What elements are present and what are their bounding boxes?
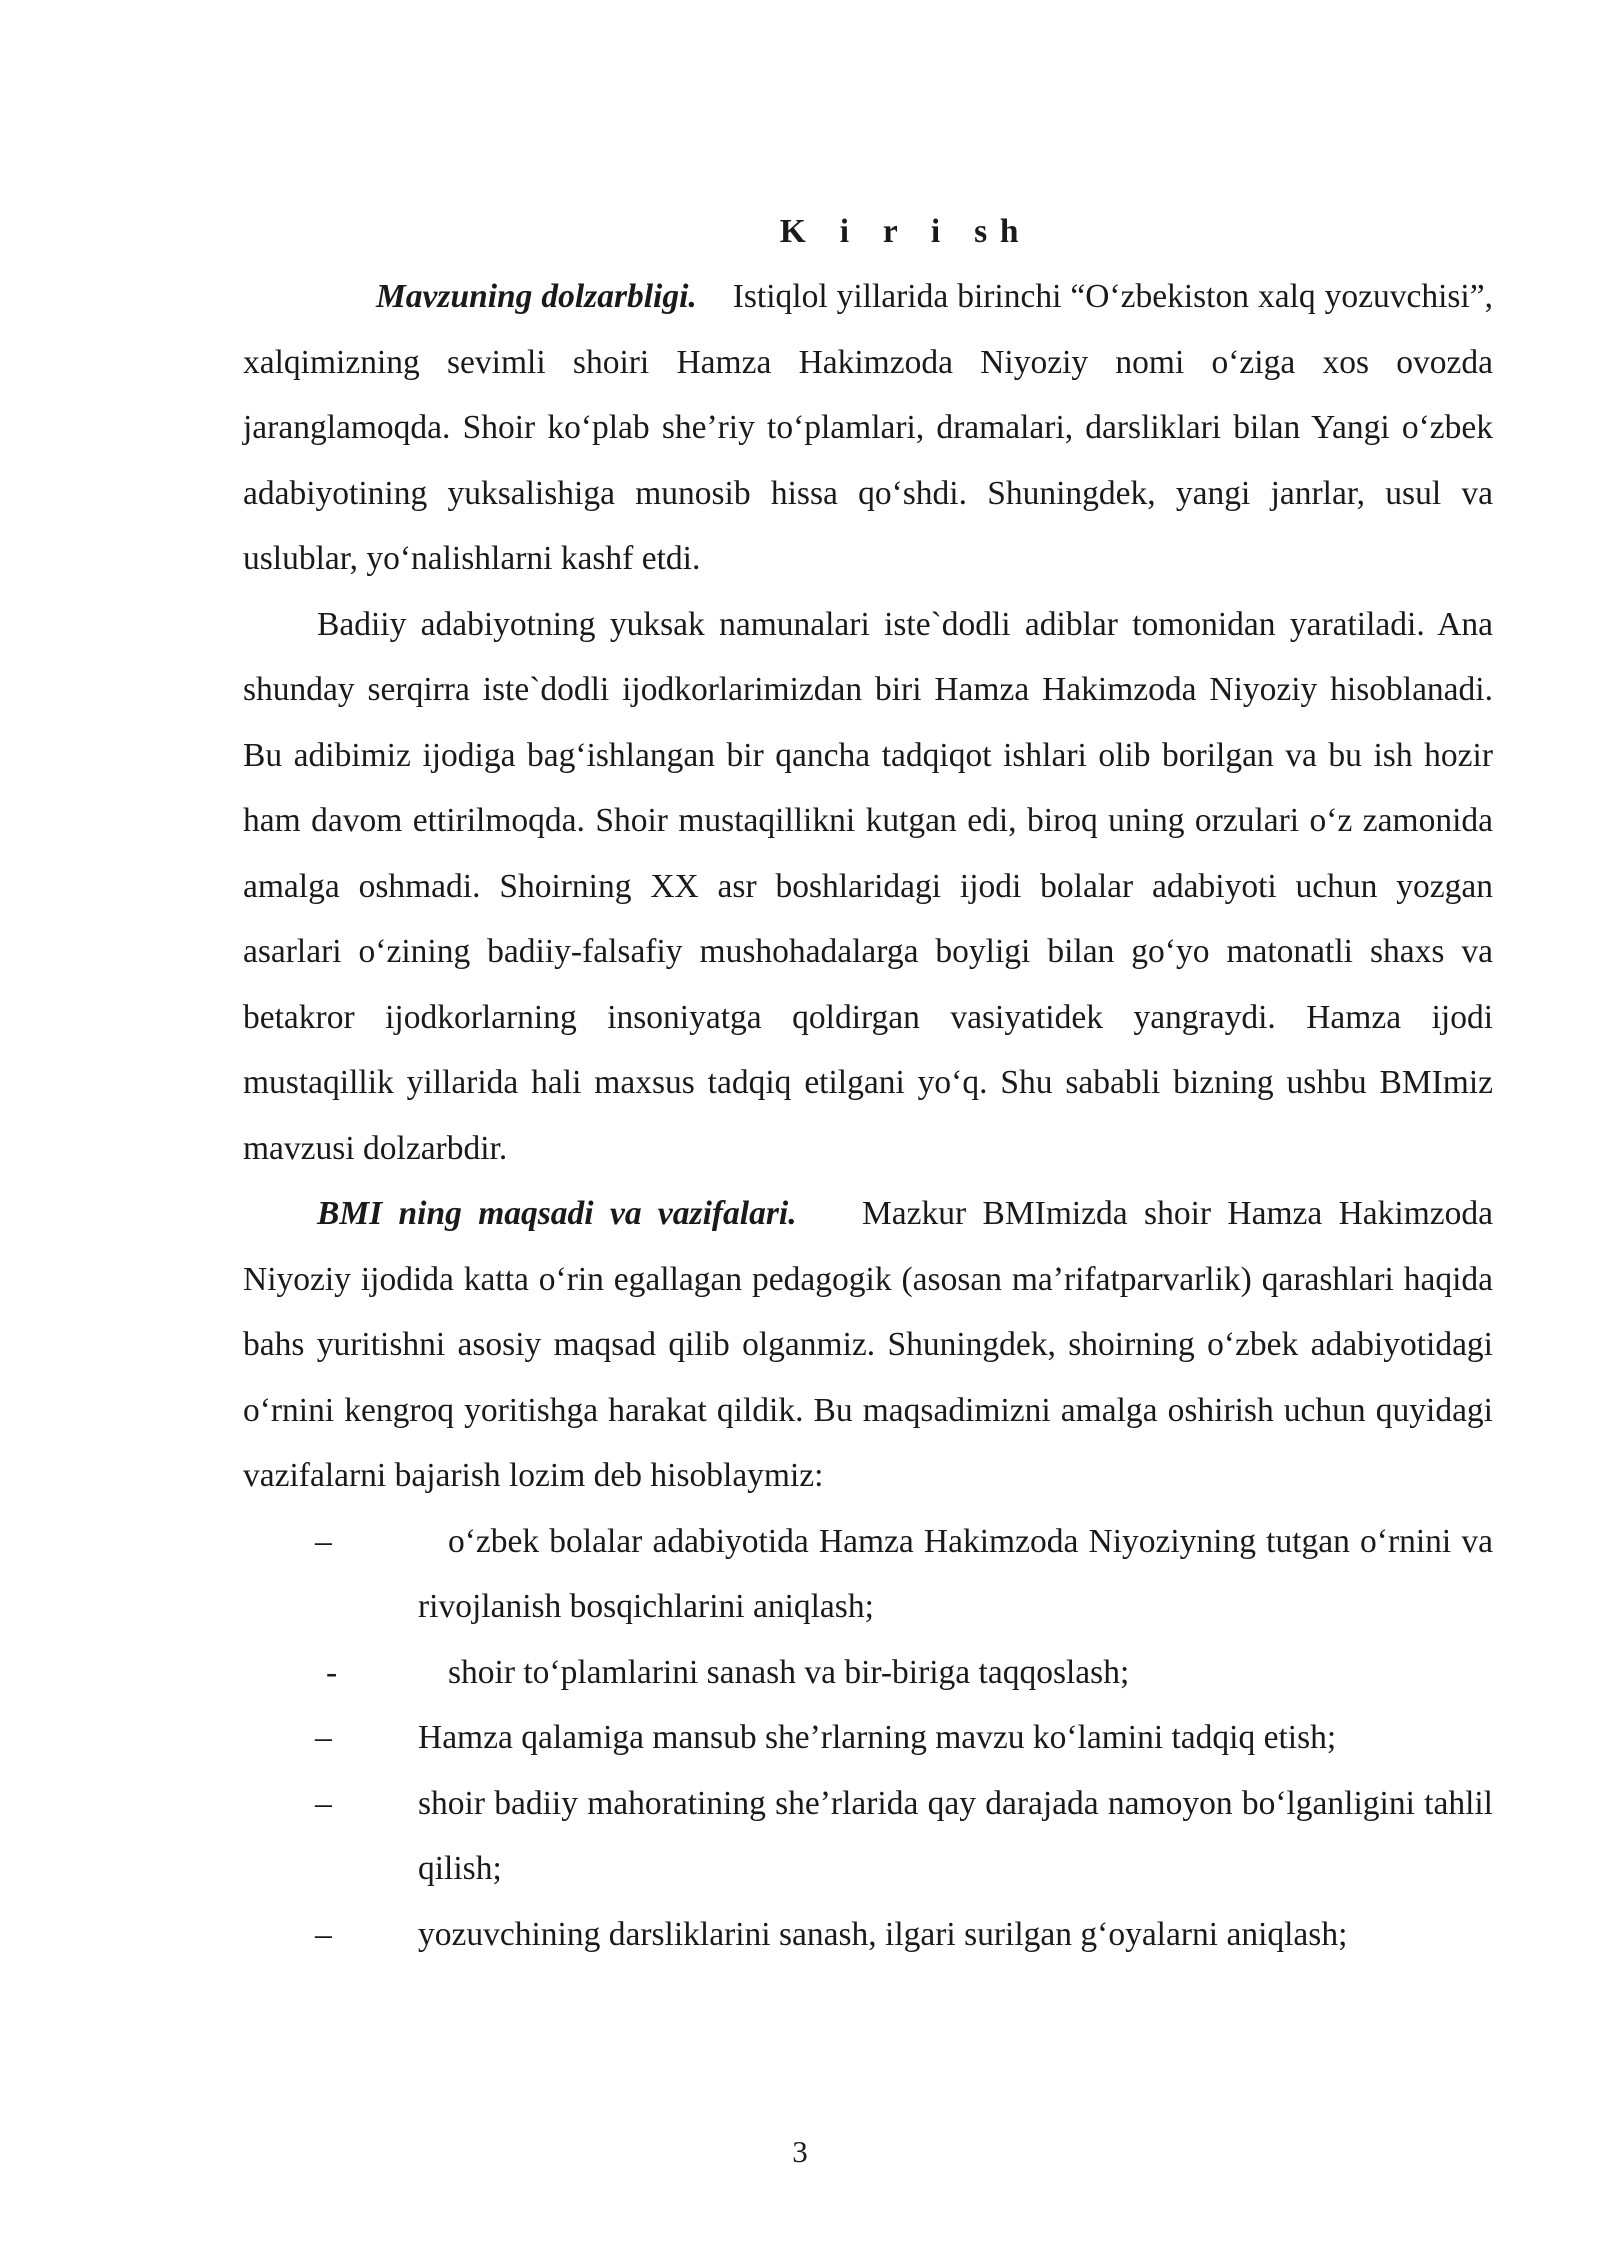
dash-bullet: – bbox=[315, 1522, 332, 1560]
body-paragraph: Badiiy adabiyotning yuksak namunalari iste`dodli adiblar tomonidan yaratiladi. Ana shunday serqirra iste`dodli ijodkorlarimizdan biri Hamza Hakimzoda Niyoziy hisoblanadi. Bu adibimiz ijodiga bagʻishlangan bir qancha tadqiqot ishlari olib borilgan va bu ish hozir ham davom ettirilmoqda. Shoir mustaqillikni kutgan edi, biroq uning orzulari oʻz zamonida amalga oshmadi. Shoirning XX asr boshlaridagi ijodi bolalar adabiyoti uchun yozgan asarlari oʻzining badiiy-falsafiy mushohadalarga boyligi bilan goʻyo matonatli shaxs va betakror ijodkorlarning insoniyatga qoldirgan vasiyatidek yangraydi. Hamza ijodi mustaqillik yillarida hali maxsus tadqiq etilgani yoʻq. Shu sababli bizning ushbu BMImiz mavzusi dolzarbdir. bbox=[243, 605, 1493, 1167]
relevance-paragraph bbox=[243, 264, 1493, 592]
list-item bbox=[243, 1771, 1493, 1902]
dash-bullet: – bbox=[315, 1719, 332, 1756]
relevance-heading: Mavzuning dolzarbligi. bbox=[376, 278, 697, 315]
page-number: 3 bbox=[792, 2134, 808, 2169]
goals-text: Mazkur BMImizda shoir Hamza Hakimzoda Niyoziy ijodida katta oʻrin egallagan pedagogik (asosan maʼrifatparvarlik) qarashlari haqida bahs yuritishni asosiy maqsad qilib olganmiz. Shuningdek, shoirning oʻzbek adabiyotidagi oʻrnini kengroq yoritishga harakat qildik. Bu maqsadimizni amalga oshirish uchun quyidagi vazifalarni bajarish lozim deb hisoblaymiz: bbox=[243, 1195, 1494, 1494]
list-item-text: shoir toʻplamlarini sanash va bir-biriga taqqoslash; bbox=[448, 1653, 1130, 1691]
list-item bbox=[243, 1640, 1493, 1706]
relevance-text: Istiqlol yillarida birinchi “Oʻzbekiston xalq yozuvchisi”, xalqimizning sevimli shoiri Hamza Hakimzoda Niyoziy nomi oʻziga xos ovozda jaranglamoqda. Shoir koʻplab sheʼriy toʻplamlari, dramalari, darsliklari bilan Yangi oʻzbek adabiyotining yuksalishiga munosib hissa qoʻshdi. Shuningdek, yangi janrlar, usul va uslublar, yoʻnalishlarni kashf etdi. bbox=[243, 278, 1493, 577]
goals-heading: BMI ning maqsadi va vazifalari. bbox=[317, 1195, 797, 1232]
list-item bbox=[243, 1705, 1493, 1771]
list-item-text: oʻzbek bolalar adabiyotida Hamza Hakimzoda Niyoziyning tutgan oʻrnini va rivojlanish bosqichlarini aniqlash; bbox=[418, 1522, 1493, 1625]
list-item-text: shoir badiiy mahoratining sheʼrlarida qay darajada namoyon boʻlganligini tahlil qilish; bbox=[418, 1784, 1493, 1887]
list-item bbox=[243, 1509, 1493, 1640]
page-title: K i r i sh bbox=[779, 213, 1032, 250]
document-page bbox=[243, 200, 1493, 1967]
list-item bbox=[243, 1902, 1493, 1968]
goals-paragraph bbox=[243, 1181, 1493, 1509]
dash-bullet: – bbox=[315, 1915, 332, 1953]
tasks-list bbox=[243, 1509, 1493, 1968]
list-item-text: yozuvchining darsliklarini sanash, ilgari surilgan gʻoyalarni aniqlash; bbox=[418, 1915, 1348, 1953]
list-item-text: Hamza qalamiga mansub sheʼrlarning mavzu koʻlamini tadqiq etish; bbox=[418, 1719, 1337, 1756]
dash-bullet: - bbox=[326, 1653, 338, 1691]
dash-bullet: – bbox=[315, 1784, 332, 1822]
